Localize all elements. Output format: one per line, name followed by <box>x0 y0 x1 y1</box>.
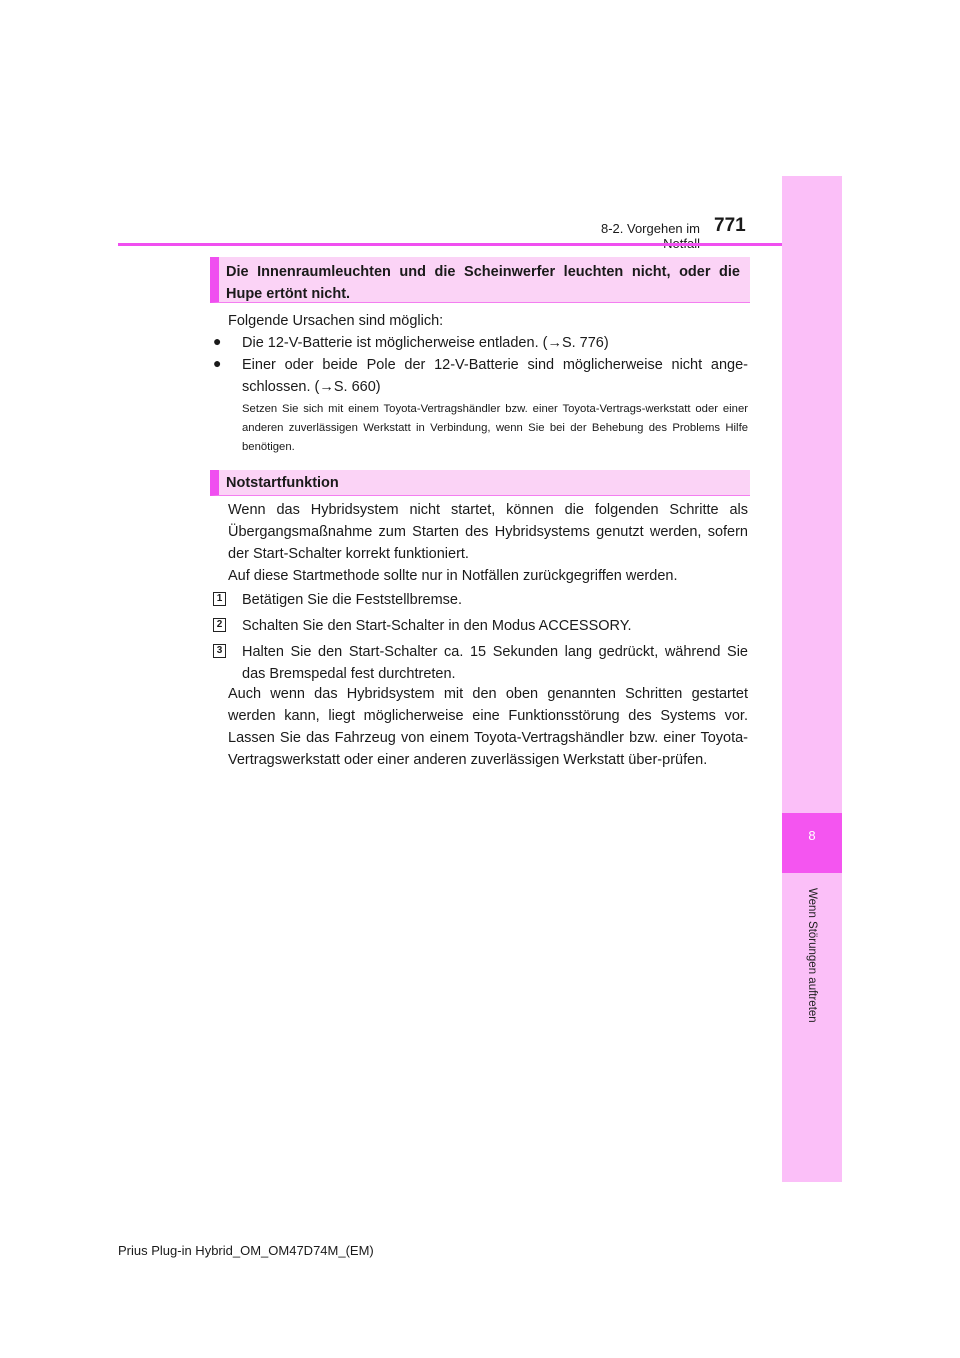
emergency-only-paragraph: Auf diese Startmethode sollte nur in Notfällen zurückgegriffen werden. <box>228 568 678 584</box>
dealer-note: Setzen Sie sich mit einem Toyota-Vertragshändler bzw. einer Toyota-Vertrags-werkstatt oder einer anderen zuverlässigen Werkstatt in Verbindung, wenn Sie bei der Behebung des Problems Hilfe benötigen. <box>242 403 748 453</box>
header-rule <box>118 243 782 246</box>
page-number: 771 <box>714 215 746 236</box>
step-2-text: Schalten Sie den Start-Schalter in den Modus ACCESSORY. <box>242 618 632 634</box>
chapter-number-box <box>782 813 842 873</box>
step-number-1: 1 <box>213 592 226 606</box>
step-number-3: 3 <box>213 644 226 658</box>
section-heading-lights-horn: Die Innenraumleuchten und die Scheinwerfer leuchten nicht, oder die Hupe ertönt nicht. <box>210 257 750 303</box>
causes-intro: Folgende Ursachen sind möglich: <box>228 313 444 329</box>
chapter-title: Wenn Störungen auftreten <box>806 887 818 1023</box>
step-1-text: Betätigen Sie die Feststellbremse. <box>242 592 463 608</box>
emergency-start-paragraph: Wenn das Hybridsystem nicht startet, können die folgenden Schritte als Übergangsmaßnahme zum Starten des Hybridsystems genutzt werden, sofern der Start-Schalter korrekt funktioniert. <box>228 502 748 562</box>
step-number-2: 2 <box>213 618 226 632</box>
chapter-number: 8 <box>808 828 816 843</box>
cause-bullet-2: Einer oder beide Pole der 12-V-Batterie sind möglicherweise nicht ange-schlossen. (→S. 660) <box>242 357 748 395</box>
cause-bullet-1: Die 12-V-Batterie ist möglicherweise entladen. (→S. 776) <box>242 335 609 351</box>
chapter-side-tab <box>782 176 842 1182</box>
section-heading-emergency-start: Notstartfunktion <box>210 470 750 496</box>
header-section-title: 8-2. Vorgehen im <box>600 221 700 236</box>
closing-paragraph: Auch wenn das Hybridsystem mit den oben genannten Schritten gestartet werden kann, liegt möglicherweise eine Funktionsstörung des Systems vor. Lassen Sie das Fahrzeug von einem Toyota-Vertragshändler bzw. einer Toyota-Vertragswerkstatt oder einer anderen zuverlässigen Werkstatt über-prüfen. <box>228 686 748 768</box>
bullet-icon: ● <box>213 333 222 349</box>
bullet-icon: ● <box>213 355 222 371</box>
chapter-title-container <box>782 880 842 1030</box>
footer-document-id: Prius Plug-in Hybrid_OM_OM47D74M_(EM) <box>118 1243 374 1258</box>
step-3-text: Halten Sie den Start-Schalter ca. 15 Sekunden lang gedrückt, während Sie das Bremspedal fest durchtreten. <box>242 644 748 682</box>
